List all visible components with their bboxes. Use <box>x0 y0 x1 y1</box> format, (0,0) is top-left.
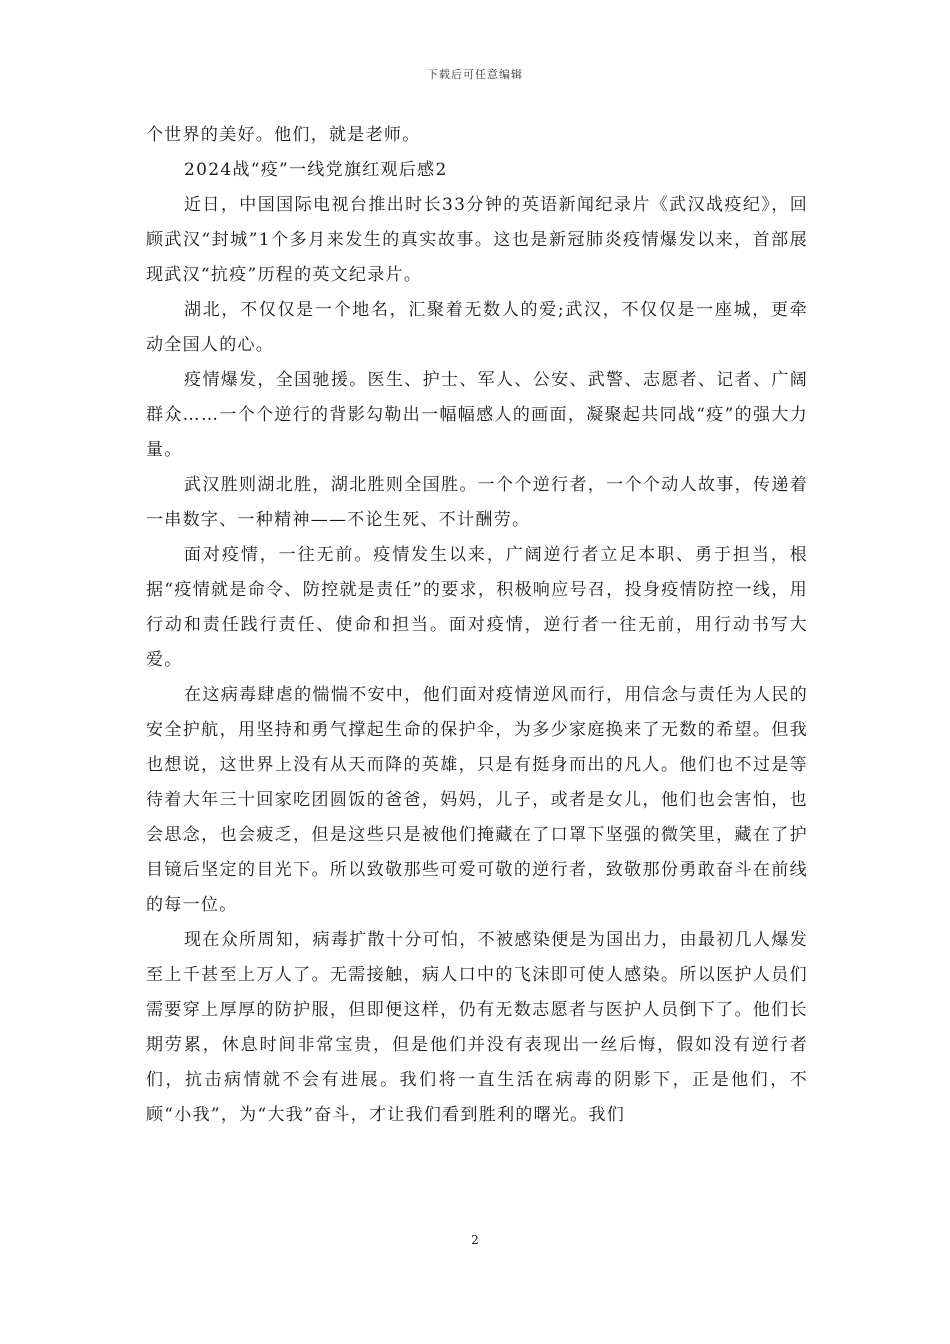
page-header-note: 下载后可任意编辑 <box>427 68 523 81</box>
document-body <box>146 118 808 1133</box>
paragraph: 疫情爆发，全国驰援。医生、护士、军人、公安、武警、志愿者、记者、广阔群众……一个个逆行的背影勾勒出一幅幅感人的画面，凝聚起共同战“疫”的强大力量。 <box>146 370 808 460</box>
paragraph: 现在众所周知，病毒扩散十分可怕，不被感染便是为国出力，由最初几人爆发至上千甚至上万人了。无需接触，病人口中的飞沫即可使人感染。所以医护人员们需要穿上厚厚的防护服，但即便这样，仍有无数志愿者与医护人员倒下了。他们长期劳累，休息时间非常宝贵，但是他们并没有表现出一丝后悔，假如没有逆行者们，抗击病情就不会有进展。我们将一直生活在病毒的阴影下，正是他们，不顾“小我”，为“大我”奋斗，才让我们看到胜利的曙光。我们 <box>146 930 808 1125</box>
paragraph-continuation: 个世界的美好。他们，就是老师。 <box>146 125 421 145</box>
paragraph: 近日，中国国际电视台推出时长33分钟的英语新闻纪录片《武汉战疫纪》，回顾武汉“封城”1个多月来发生的真实故事。这也是新冠肺炎疫情爆发以来，首部展现武汉“抗疫”历程的英文纪录片。 <box>146 195 808 285</box>
paragraph: 面对疫情，一往无前。疫情发生以来，广阔逆行者立足本职、勇于担当，根据“疫情就是命令、防控就是责任”的要求，积极响应号召，投身疫情防控一线，用行动和责任践行责任、使命和担当。面对疫情，逆行者一往无前，用行动书写大爱。 <box>146 545 808 670</box>
paragraph: 湖北，不仅仅是一个地名，汇聚着无数人的爱;武汉，不仅仅是一座城，更牵动全国人的心。 <box>146 300 808 355</box>
paragraph: 在这病毒肆虐的惴惴不安中，他们面对疫情逆风而行，用信念与责任为人民的安全护航，用坚持和勇气撑起生命的保护伞，为多少家庭换来了无数的希望。但我也想说，这世界上没有从天而降的英雄，只是有挺身而出的凡人。他们也不过是等待着大年三十回家吃团圆饭的爸爸，妈妈，儿子，或者是女儿，他们也会害怕，也会思念，也会疲乏，但是这些只是被他们掩藏在了口罩下坚强的微笑里，藏在了护目镜后坚定的目光下。所以致敬那些可爱可敬的逆行者，致敬那份勇敢奋斗在前线的每一位。 <box>146 685 808 915</box>
section-title: 2024战“疫”一线党旗红观后感2 <box>184 160 448 180</box>
paragraph: 武汉胜则湖北胜，湖北胜则全国胜。一个个逆行者，一个个动人故事，传递着一串数字、一种精神——不论生死、不计酬劳。 <box>146 475 808 530</box>
page-number: 2 <box>471 1233 479 1247</box>
